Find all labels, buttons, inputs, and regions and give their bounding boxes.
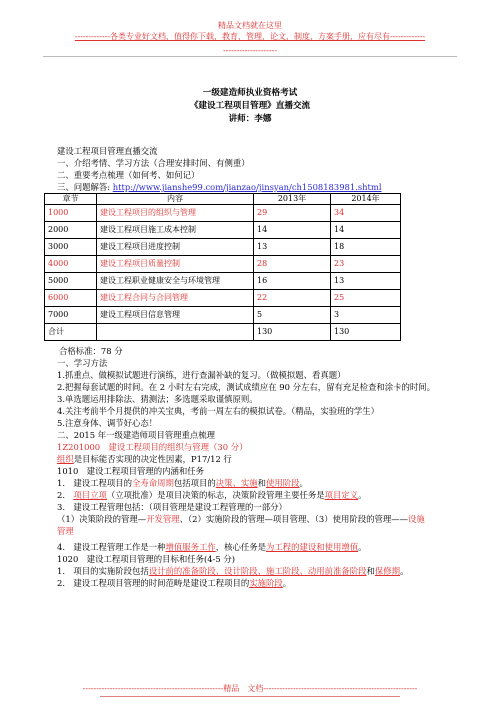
point-3-text: 、（2）实施阶段的管理—项目管理、（3）使用阶段的管理—— (179, 514, 408, 524)
intro-item-3 (57, 181, 457, 193)
table-row (45, 222, 401, 239)
row-2014: 34 (331, 205, 401, 222)
table-row (45, 256, 401, 273)
section-code: 1Z201000 (57, 442, 101, 452)
point-2 (57, 489, 457, 501)
point-1-highlight: 使用阶段 (266, 478, 300, 488)
row-2014: 14 (331, 222, 401, 239)
intro-item-1: 一、介绍考情、学习方法（合理安排时间、有侧重） (57, 158, 250, 168)
point-1-text: 包括项目的 (173, 478, 216, 488)
point-4-text: 4. 建设工程管理工作是一种 (57, 542, 166, 552)
header-divider (43, 56, 457, 57)
section-title-line (57, 441, 457, 453)
total-2013: 130 (254, 324, 331, 341)
row-code: 6000 (45, 290, 97, 307)
row-content: 建设工程项目信息管理 (97, 307, 254, 324)
row-content: 建设工程合同与合同管理 (97, 290, 254, 307)
row-code: 7000 (45, 307, 97, 324)
row-2013: 29 (254, 205, 331, 222)
footer-text: ----------------------------------------------------精品 文档--------------------------------------------------------- (82, 684, 418, 693)
row-code: 1000 (45, 205, 97, 222)
row-2013: 28 (254, 256, 331, 273)
title-line-2: 《建设工程项目管理》直播交流 (189, 101, 311, 111)
point-4-text: 。 (358, 542, 367, 552)
point-4-highlight: 为工程的建设和使用增值 (266, 542, 359, 552)
method-heading: 一、学习方法 (57, 358, 108, 368)
table-total-row (45, 324, 401, 341)
org-word: 组织 (57, 454, 74, 464)
row-content: 建设工程职业健康安全与环境管理 (97, 273, 254, 290)
point-3-detail (57, 513, 457, 537)
header-banner-text[interactable]: -------------各类专业好文档，值得你下载，教育，管理，论文，制度，方案手册，应有尽有------------- (74, 32, 426, 41)
total-label: 合计 (45, 324, 97, 341)
point-1-text: 。 (299, 478, 308, 488)
org-line (57, 453, 457, 465)
page-footer (0, 683, 500, 697)
row-2013: 14 (254, 222, 331, 239)
point-4-highlight: 增值服务工作 (165, 542, 216, 552)
total-2014: 130 (331, 324, 401, 341)
point-1-text: 和 (257, 478, 266, 488)
row-2013: 13 (254, 239, 331, 256)
point-q2-highlight: 实施阶段 (249, 578, 283, 588)
row-2014: 13 (331, 273, 401, 290)
header-dashes: -------------------- (222, 46, 278, 55)
point-2-text: （立项批准）是项目决策的标志，决策阶段管理主要任务是 (106, 490, 325, 500)
document-body (48, 145, 457, 589)
row-code: 3000 (45, 239, 97, 256)
point-q1-text: 1. 项目的实施阶段包括 (57, 566, 149, 576)
title-line-1: 一级建造师执业资格考试 (202, 88, 298, 98)
org-rest: 是目标能否实现的决定性因素，P17/12 行 (73, 454, 232, 464)
point-q1 (57, 565, 457, 577)
intro-heading: 建设工程项目管理直播交流 (57, 146, 158, 156)
table-row (45, 307, 401, 324)
section-title: 建设工程项目的组织与管理（30 分） (108, 442, 248, 452)
point-2-text: 。 (358, 490, 367, 500)
header-2014: 2014年 (331, 194, 401, 205)
faq-link[interactable]: http://www.jianshe99.com/jianzao/jinsyan/ch1508183981.shtml (112, 182, 382, 192)
page-header (0, 20, 500, 57)
point-4 (57, 541, 457, 553)
subsection-1020: 1020 建设工程项目管理的目标和任务(4-5 分) (57, 554, 235, 564)
point-1-text: 1. 建设工程项目的 (57, 478, 132, 488)
method-item-5: 5.注意身体、调节好心态！ (57, 418, 158, 428)
row-content: 建设工程项目的组织与管理 (97, 205, 254, 222)
row-content: 建设工程项目质量控制 (97, 256, 254, 273)
point-q2 (57, 577, 457, 589)
point-2-highlight: 项目定义 (324, 490, 359, 500)
point-q2-text: 。 (282, 578, 292, 588)
summary-heading: 二、2015 年一级建造师项目管理重点梳理 (57, 430, 215, 440)
point-2-text: 2. (57, 490, 74, 500)
subsection-1010: 1010 建设工程项目管理的内涵和任务 (57, 466, 204, 476)
point-3-highlight: 开发管理 (146, 514, 180, 524)
footer-divider (100, 696, 400, 697)
row-2014: 18 (331, 239, 401, 256)
point-1 (57, 477, 457, 489)
pass-score: 合格标准：78 分 (59, 346, 123, 356)
row-2014: 25 (331, 290, 401, 307)
header-chapter: 章节 (45, 194, 97, 205)
table-row (45, 239, 401, 256)
row-2013: 5 (254, 307, 331, 324)
point-1-highlight: 全寿命周期 (132, 478, 174, 488)
point-3-text: （1）决策阶段的管理— (57, 514, 147, 524)
point-q1-highlight: 设计前的准备阶段、设计阶段、施工阶段、动用前准备阶段 (148, 566, 367, 576)
point-q1-text: 和 (366, 566, 375, 576)
total-content (97, 324, 254, 341)
method-item-4: 4.关注考前半个月提供的冲关宝典，考前一周左右的模拟试卷。（精品，实验班的学生） (57, 406, 380, 416)
table-row (45, 290, 401, 307)
method-item-1: 1.抓重点、做模拟试题进行演练，进行查漏补缺的复习。（做模拟题、看真题） (57, 370, 346, 380)
row-2014: 3 (331, 307, 401, 324)
point-3: 3. 建设工程管理包括：（项目管理是建设工程管理的一部分） (57, 502, 287, 512)
header-top-label: 精品文档就在这里 (218, 21, 282, 30)
row-content: 建设工程项目进度控制 (97, 239, 254, 256)
row-code: 5000 (45, 273, 97, 290)
point-4-text: ，核心任务是 (215, 542, 266, 552)
title-line-3: 讲师：李娜 (228, 114, 272, 124)
point-3-highlight: 管理 (57, 526, 74, 536)
point-q1-highlight: 保修期 (374, 566, 400, 576)
point-3-highlight: 设施 (407, 514, 425, 524)
row-2013: 16 (254, 273, 331, 290)
point-q2-text: 2. 建设工程项目管理的时间范畴是建设工程项目的 (57, 578, 250, 588)
point-2-highlight: 项目立项 (73, 490, 107, 500)
header-2013: 2013年 (254, 194, 331, 205)
row-code: 4000 (45, 256, 97, 273)
table-header-row (45, 194, 401, 205)
score-table (44, 193, 401, 341)
table-row (45, 205, 401, 222)
intro-item-3-prefix: 三、问题解答: (57, 182, 113, 192)
method-item-2: 2.把握每套试题的时间。在 2 小时左右完成，测试成绩应在 90 分左右，留有充足检查和涂卡的时间。 (57, 382, 435, 392)
intro-item-2: 二、重要考点梳理（如何考、如何记） (57, 170, 200, 180)
document-title (0, 87, 500, 126)
header-banner (0, 31, 500, 43)
header-content: 内容 (97, 194, 254, 205)
row-2014: 23 (331, 256, 401, 273)
row-content: 建设工程项目施工成本控制 (97, 222, 254, 239)
method-item-3: 3.单选题运用排除法、猜测法；多选题采取谨慎原则。 (57, 394, 258, 404)
point-1-highlight: 决策、实施 (215, 478, 258, 488)
point-q1-text: 。 (400, 566, 409, 576)
table-row (45, 273, 401, 290)
row-2013: 22 (254, 290, 331, 307)
row-code: 2000 (45, 222, 97, 239)
